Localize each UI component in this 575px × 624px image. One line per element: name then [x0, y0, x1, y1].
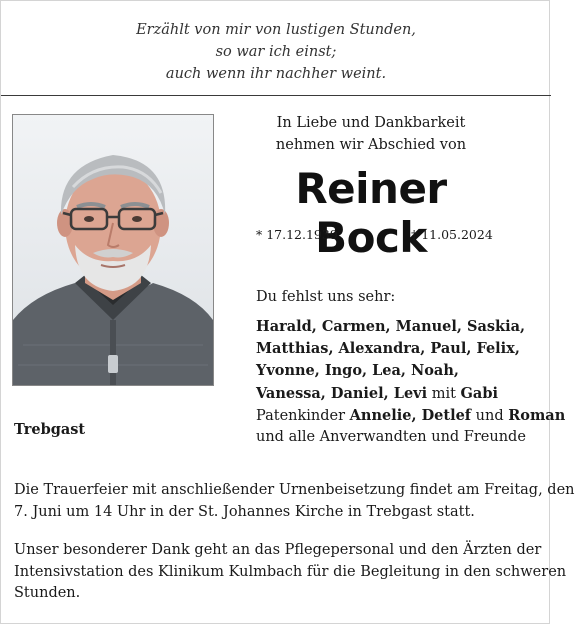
godchildren-label: Patenkinder [256, 407, 350, 424]
paragraph-line: 7. Juni um 14 Uhr in der St. Johannes Kirche in Trebgast statt. [14, 503, 475, 520]
mourners-line [256, 383, 548, 405]
deceased-name: Reiner Bock [295, 164, 447, 262]
mourners-names: Gabi [460, 384, 498, 402]
mourners-names: Annelie, Detlef [349, 406, 472, 424]
mourners-line [256, 338, 548, 360]
death-date: † 11.05.2024 [411, 227, 493, 242]
paragraph-line: Intensivstation des Klinikum Kulmbach für die Begleitung in den schweren [14, 563, 567, 580]
paragraph-line: Unser besonderer Dank geht an das Pflegepersonal und den Ärzten der [14, 542, 542, 558]
miss-line: Du fehlst uns sehr: [256, 289, 396, 305]
connector-text: mit [427, 385, 461, 402]
mourners-names: Yvonne, Ingo, Lea, Noah, [256, 362, 459, 380]
mourners-list [256, 316, 566, 448]
intro-line: nehmen wir Abschied von [275, 137, 467, 153]
mourners-names: Vanessa, Daniel, Levi [256, 384, 428, 402]
portrait-photo [12, 114, 214, 386]
mourners-names: Harald, Carmen, Manuel, Saskia, [256, 318, 526, 335]
birth-date: * 17.12.1939 [256, 227, 338, 242]
mourners-line [256, 360, 548, 382]
quote-line: so war ich einst; [215, 44, 337, 60]
divider [1, 95, 551, 96]
paragraph-line: Die Trauerfeier mit anschließender Urnenbeisetzung findet am Freitag, den [14, 482, 575, 498]
mourners-line [256, 405, 566, 427]
paragraph-line: Stunden. [14, 585, 81, 601]
intro-text [246, 112, 496, 156]
mourners-names: Roman [508, 406, 566, 424]
mourners-line [256, 316, 548, 338]
mourners-line: und alle Anverwandten und Freunde [256, 429, 526, 446]
place-of-residence: Trebgast [14, 421, 86, 438]
quote-line: Erzählt von mir von lustigen Stunden, [136, 22, 416, 38]
connector-text: und [471, 407, 509, 424]
mourners-names: Matthias, Alexandra, Paul, Felix, [256, 340, 520, 358]
memorial-quote [1, 19, 551, 85]
quote-line: auch wenn ihr nachher weint. [165, 66, 387, 82]
thanks-note [14, 540, 567, 605]
intro-line: In Liebe und Dankbarkeit [276, 115, 466, 131]
funeral-service-info [14, 480, 575, 523]
